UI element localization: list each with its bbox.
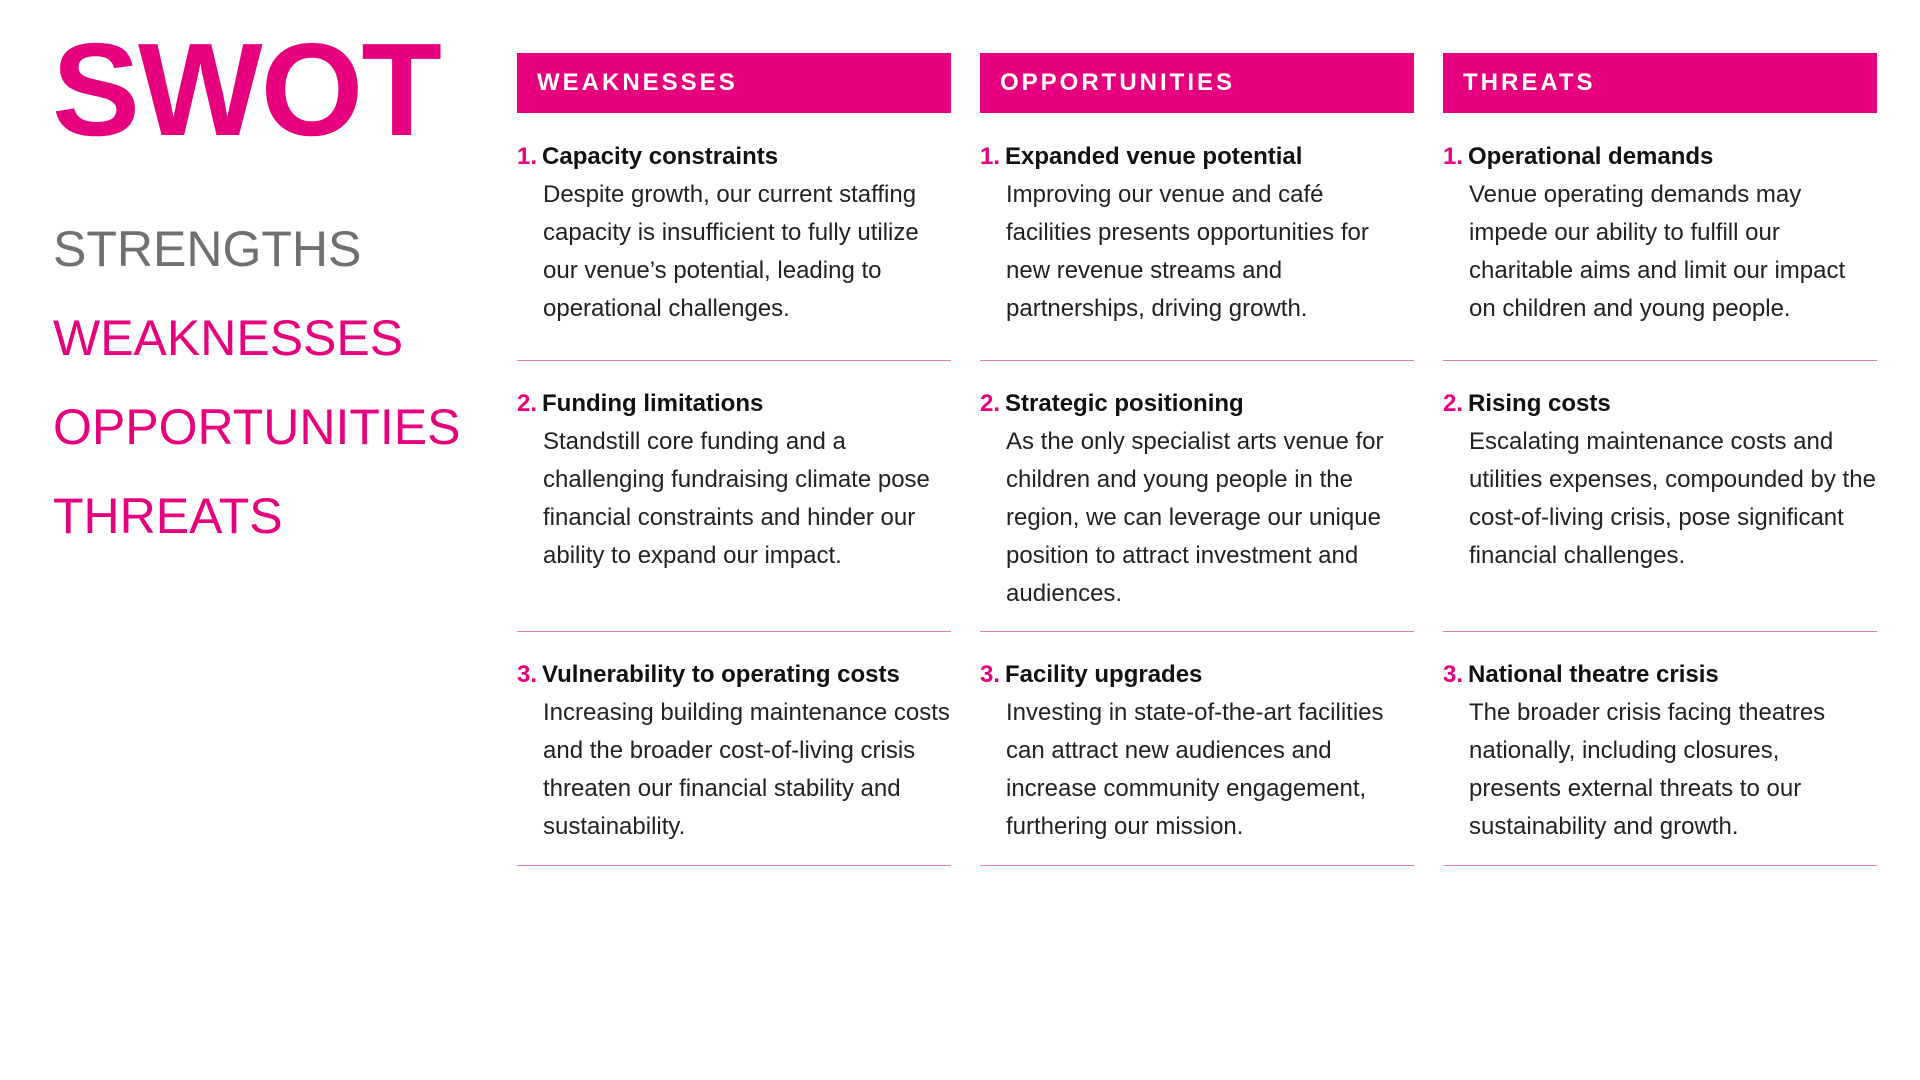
item-title: Operational demands xyxy=(1468,143,1714,170)
item-body: Investing in state-of-the-art facilities can attract new audiences and increase community engagement, furthering our mission. xyxy=(1006,699,1384,840)
item-title: Facility upgrades xyxy=(1005,661,1203,688)
item-heading xyxy=(980,138,1414,176)
swot-nav xyxy=(53,205,460,561)
item-body: Standstill core funding and a challenging fundraising climate pose financial constraints and hinder our ability to expand our impact. xyxy=(543,428,930,569)
item-body: Increasing building maintenance costs and the broader cost-of-living crisis threaten our financial stability and sustainability. xyxy=(543,699,950,840)
item-title: National theatre crisis xyxy=(1468,661,1719,688)
item-number: 3. xyxy=(1443,661,1464,688)
item-number: 1. xyxy=(980,143,1001,170)
item-body: The broader crisis facing theatres nationally, including closures, presents external threats to our sustainability and growth. xyxy=(1469,699,1826,840)
item-number: 2. xyxy=(517,390,538,417)
item-heading xyxy=(1443,656,1877,694)
item-number: 1. xyxy=(1443,143,1464,170)
item-body: Escalating maintenance costs and utilities expenses, compounded by the cost-of-living crisis, pose significant financial challenges. xyxy=(1469,428,1876,569)
item-heading xyxy=(517,138,951,176)
column-header: THREATS xyxy=(1443,53,1877,113)
item-title: Funding limitations xyxy=(542,390,764,417)
list-item xyxy=(980,656,1414,866)
nav-item-threats[interactable]: THREATS xyxy=(53,488,283,544)
list-item xyxy=(517,138,951,361)
item-body: Improving our venue and café facilities presents opportunities for new revenue streams and partnerships, driving growth. xyxy=(1006,181,1369,322)
list-item xyxy=(980,138,1414,361)
item-heading xyxy=(517,656,951,694)
item-heading xyxy=(980,656,1414,694)
nav-item-opportunities[interactable]: OPPORTUNITIES xyxy=(53,399,461,455)
nav-item-strengths[interactable]: STRENGTHS xyxy=(53,221,362,277)
column-header: WEAKNESSES xyxy=(517,53,951,113)
item-number: 2. xyxy=(980,390,1001,417)
column-header: OPPORTUNITIES xyxy=(980,53,1414,113)
list-item xyxy=(1443,385,1877,632)
item-body: As the only specialist arts venue for children and young people in the region, we can leverage our unique position to attract investment and audiences. xyxy=(1006,428,1384,607)
item-number: 3. xyxy=(517,661,538,688)
item-title: Expanded venue potential xyxy=(1005,143,1303,170)
nav-item-weaknesses[interactable]: WEAKNESSES xyxy=(53,310,404,366)
item-number: 2. xyxy=(1443,390,1464,417)
list-item xyxy=(517,385,951,632)
item-title: Rising costs xyxy=(1468,390,1611,417)
item-body: Despite growth, our current staffing capacity is insufficient to fully utilize our venue’s potential, leading to operational challenges. xyxy=(543,181,919,322)
column-opportunities xyxy=(980,53,1414,840)
item-heading xyxy=(517,385,951,423)
item-heading xyxy=(1443,138,1877,176)
item-number: 3. xyxy=(980,661,1001,688)
item-title: Strategic positioning xyxy=(1005,390,1244,417)
column-threats xyxy=(1443,53,1877,840)
list-item xyxy=(517,656,951,866)
list-item xyxy=(1443,138,1877,361)
item-body: Venue operating demands may impede our ability to fulfill our charitable aims and limit our impact on children and young people. xyxy=(1469,181,1846,322)
item-title: Vulnerability to operating costs xyxy=(542,661,900,688)
page-title: SWOT xyxy=(52,16,440,163)
column-weaknesses xyxy=(517,53,951,840)
item-heading xyxy=(1443,385,1877,423)
item-number: 1. xyxy=(517,143,538,170)
list-item xyxy=(980,385,1414,632)
list-item xyxy=(1443,656,1877,866)
item-heading xyxy=(980,385,1414,423)
item-title: Capacity constraints xyxy=(542,143,779,170)
